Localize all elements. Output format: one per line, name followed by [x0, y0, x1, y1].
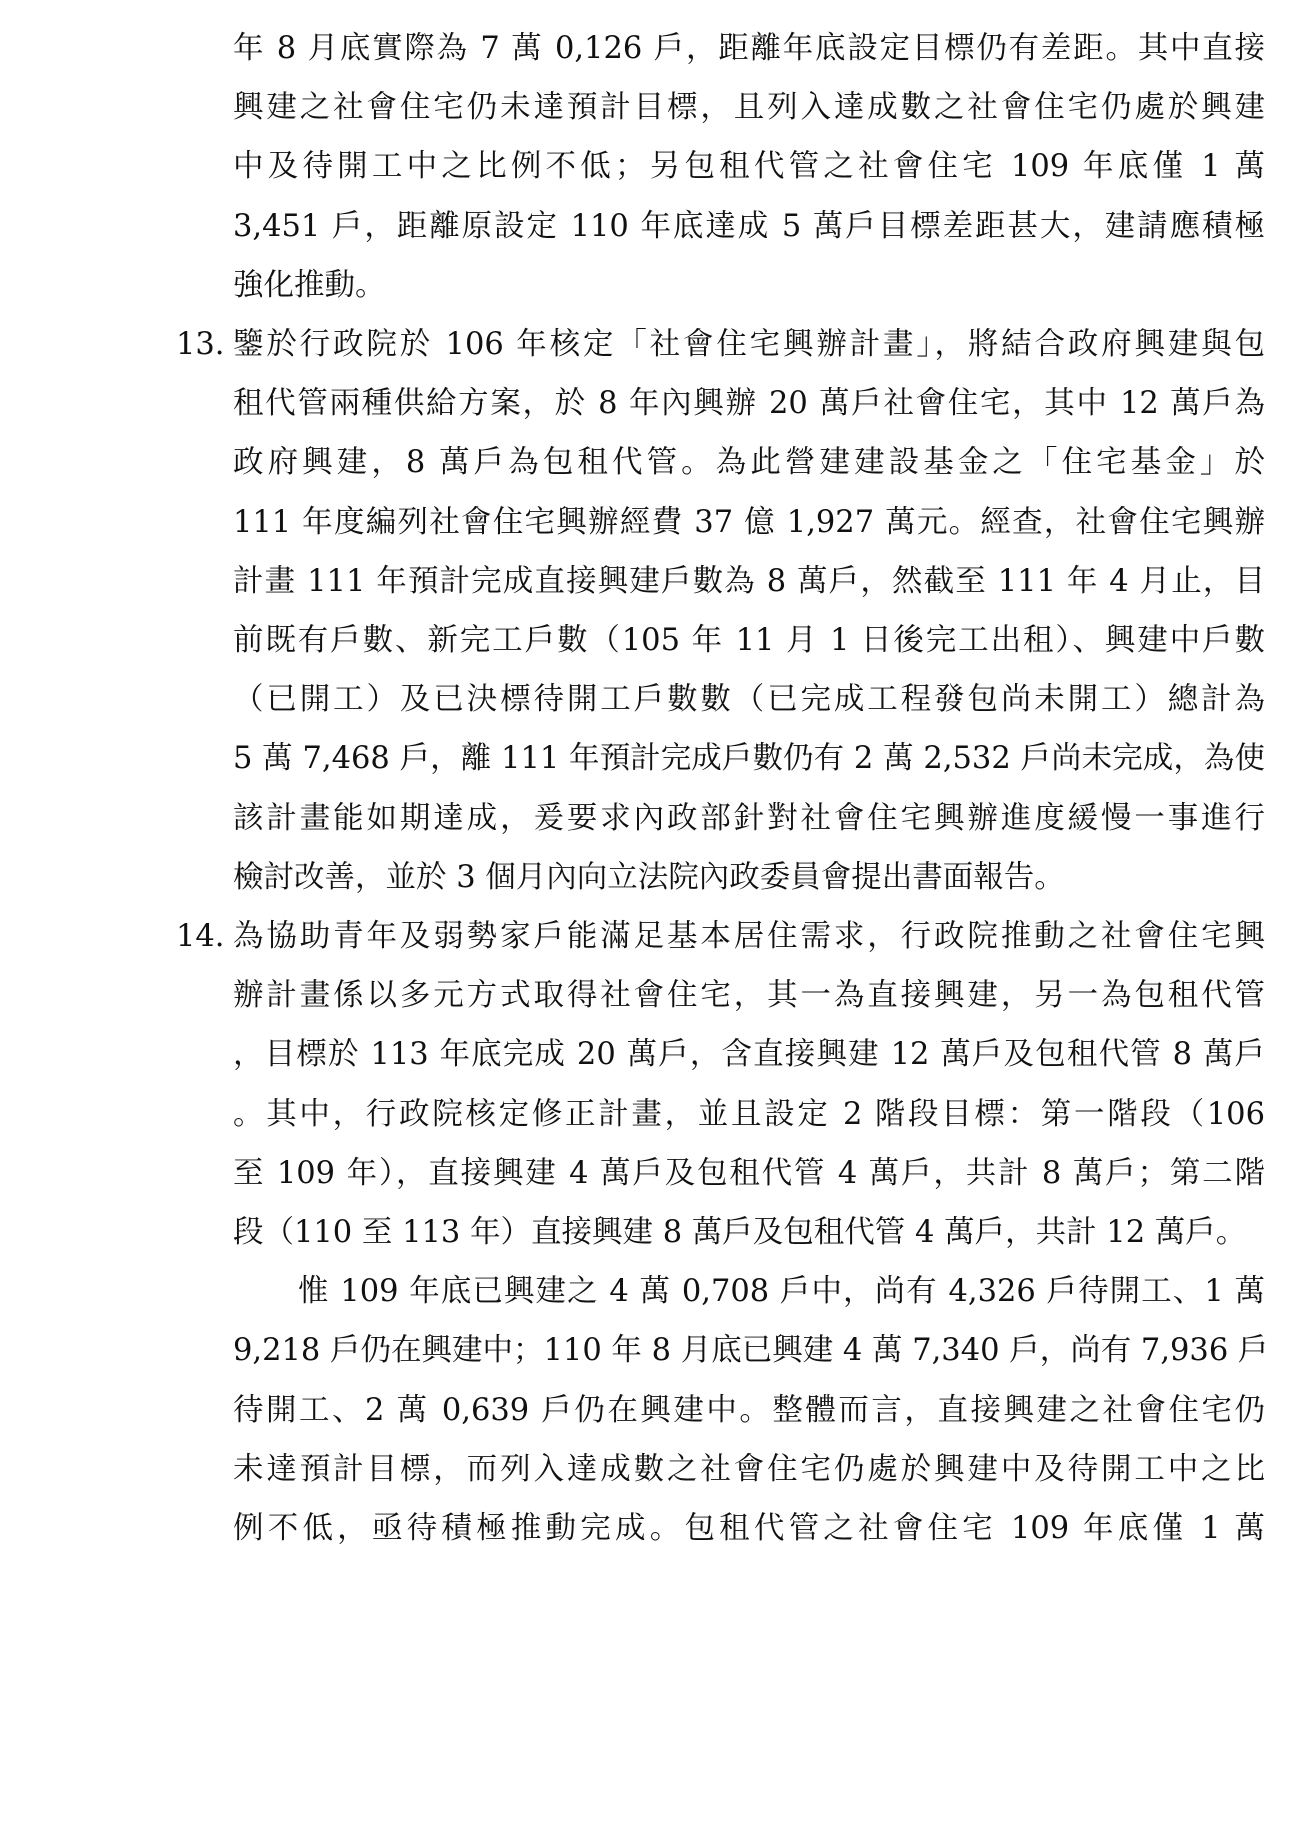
- text-line: 至 109 年），直接興建 4 萬戶及包租代管 4 萬戶，共計 8 萬戶；第二階: [233, 1155, 1265, 1191]
- text-line: 鑒於行政院於 106 年核定「社會住宅興辦計畫」，將結合政府興建與包: [233, 327, 1265, 362]
- text-line: 辦計畫係以多元方式取得社會住宅，其一為直接興建，另一為包租代管: [233, 978, 1265, 1014]
- text-line: 政府興建，8 萬戶為包租代管。為此營建建設基金之「住宅基金」於: [233, 445, 1265, 481]
- text-line: 未達預計目標，而列入達成數之社會住宅仍處於興建中及待開工中之比: [233, 1451, 1265, 1487]
- text-line: 強化推動。: [233, 267, 386, 303]
- list-item-number: 14.: [176, 919, 225, 954]
- text-line: 檢討改善，並於 3 個月內向立法院內政委員會提出書面報告。: [233, 859, 1065, 895]
- text-line: 9,218 戶仍在興建中；110 年 8 月底已興建 4 萬 7,340 戶，尚有 7,936 戶: [233, 1333, 1269, 1369]
- text-line: 例不低，亟待積極推動完成。包租代管之社會住宅 109 年底僅 1 萬: [233, 1511, 1265, 1546]
- text-line: 興建之社會住宅仍未達預計目標，且列入達成數之社會住宅仍處於興建: [233, 90, 1265, 126]
- text-line: 。其中，行政院核定修正計畫，並且設定 2 階段目標：第一階段（106: [233, 1096, 1265, 1132]
- text-line: 5 萬 7,468 戶，離 111 年預計完成戶數仍有 2 萬 2,532 戶尚未完成，為使: [233, 741, 1265, 777]
- text-line: ，目標於 113 年底完成 20 萬戶，含直接興建 12 萬戶及包租代管 8 萬戶: [233, 1037, 1265, 1073]
- text-line: 該計畫能如期達成，爰要求內政部針對社會住宅興辦進度緩慢一事進行: [233, 800, 1265, 836]
- text-line: 租代管兩種供給方案，於 8 年內興辦 20 萬戶社會住宅，其中 12 萬戶為: [233, 386, 1265, 422]
- text-line: 計畫 111 年預計完成直接興建戶數為 8 萬戶，然截至 111 年 4 月止，目: [233, 563, 1265, 599]
- text-line: 段（110 至 113 年）直接興建 8 萬戶及包租代管 4 萬戶，共計 12 萬戶。: [233, 1215, 1247, 1250]
- text-line: 為協助青年及弱勢家戶能滿足基本居住需求，行政院推動之社會住宅興: [233, 919, 1265, 954]
- text-line: 前既有戶數、新完工戶數（105 年 11 月 1 日後完工出租）、興建中戶數: [233, 623, 1265, 658]
- text-line: 3,451 戶，距離原設定 110 年底達成 5 萬戶目標差距甚大，建請應積極: [233, 208, 1265, 244]
- text-line: 待開工、2 萬 0,639 戶仍在興建中。整體而言，直接興建之社會住宅仍: [233, 1392, 1265, 1428]
- text-line: （已開工）及已決標待開工戶數數（已完成工程發包尚未開工）總計為: [233, 682, 1265, 718]
- text-line: 111 年度編列社會住宅興辦經費 37 億 1,927 萬元。經查，社會住宅興辦: [233, 504, 1265, 540]
- text-line: 年 8 月底實際為 7 萬 0,126 戶，距離年底設定目標仍有差距。其中直接: [233, 31, 1265, 66]
- text-line: 中及待開工中之比例不低；另包租代管之社會住宅 109 年底僅 1 萬: [233, 149, 1265, 185]
- list-item-number: 13.: [176, 327, 225, 362]
- text-line: 惟 109 年底已興建之 4 萬 0,708 戶中，尚有 4,326 戶待開工、1 萬: [298, 1274, 1265, 1310]
